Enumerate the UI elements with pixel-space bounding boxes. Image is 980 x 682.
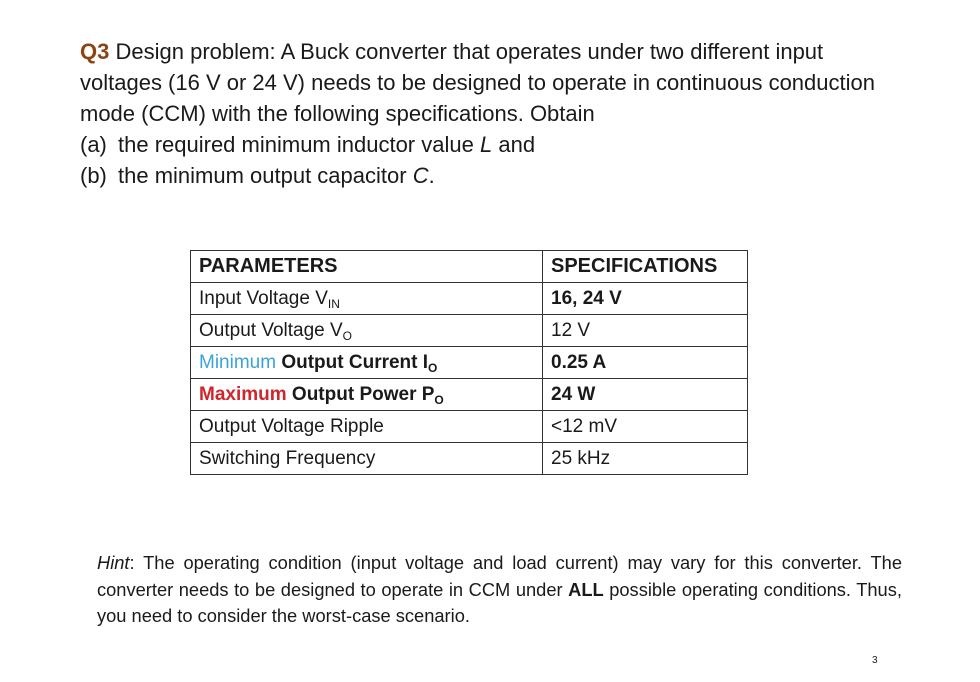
specifications-table	[190, 250, 748, 475]
part-b-suffix: .	[428, 163, 435, 188]
table-row	[191, 411, 748, 443]
value-cell: 16, 24 V	[543, 283, 748, 315]
hint-text-2: possible operating conditions. Thus, you need to consider the worst-case scenario.	[97, 578, 902, 626]
value-cell: 0.25 A	[543, 347, 748, 379]
param-cell	[191, 283, 543, 315]
part-b-tag: (b)	[80, 163, 107, 188]
value-cell: 25 kHz	[543, 443, 748, 475]
param-cell	[191, 315, 543, 347]
question-number: Q3	[80, 39, 110, 64]
table-row	[191, 315, 748, 347]
param-label: Output Current I	[281, 351, 429, 373]
param-cell: Switching Frequency	[191, 443, 543, 475]
param-cell	[191, 347, 543, 379]
header-specifications: SPECIFICATIONS	[543, 251, 748, 283]
param-prefix-maximum: Maximum	[199, 383, 287, 405]
part-a	[80, 129, 910, 160]
table-header-row	[191, 251, 748, 283]
page-number: 3	[872, 655, 878, 666]
part-a-symbol: L	[479, 132, 493, 157]
param-label: Input Voltage V	[199, 287, 328, 309]
part-a-suffix: and	[498, 132, 536, 157]
param-subscript: O	[342, 328, 353, 343]
table-row	[191, 379, 748, 411]
part-a-text: the required minimum inductor value	[118, 132, 474, 157]
question-block	[80, 36, 910, 191]
part-a-tag: (a)	[80, 132, 107, 157]
param-subscript: O	[428, 360, 438, 375]
param-subscript: O	[434, 392, 444, 407]
value-cell: 12 V	[543, 315, 748, 347]
param-prefix-minimum: Minimum	[199, 351, 277, 373]
hint-label: Hint	[97, 552, 130, 573]
param-cell	[191, 379, 543, 411]
part-b-symbol: C	[412, 163, 429, 188]
table-row	[191, 347, 748, 379]
param-label: Output Power P	[291, 383, 435, 405]
hint-paragraph	[97, 550, 902, 630]
hint-emphasis: ALL	[568, 578, 604, 600]
hint-text-1: : The operating condition (input voltage and load current) may vary for this converter. The converter needs to be designed to operate in CCM under	[97, 552, 902, 600]
question-intro: Design problem: A Buck converter that operates under two different input voltages (16 V or 24 V) needs to be designed to operate in continuous conduction mode (CCM) with the following specifications. Obtain	[80, 39, 875, 126]
param-label: Output Voltage V	[199, 319, 343, 341]
param-cell: Output Voltage Ripple	[191, 411, 543, 443]
param-subscript: IN	[327, 296, 340, 311]
value-cell: <12 mV	[543, 411, 748, 443]
part-b-text: the minimum output capacitor	[118, 163, 407, 188]
value-cell: 24 W	[543, 379, 748, 411]
table-row	[191, 443, 748, 475]
table-row	[191, 283, 748, 315]
header-parameters: PARAMETERS	[191, 251, 543, 283]
part-b	[80, 160, 910, 191]
